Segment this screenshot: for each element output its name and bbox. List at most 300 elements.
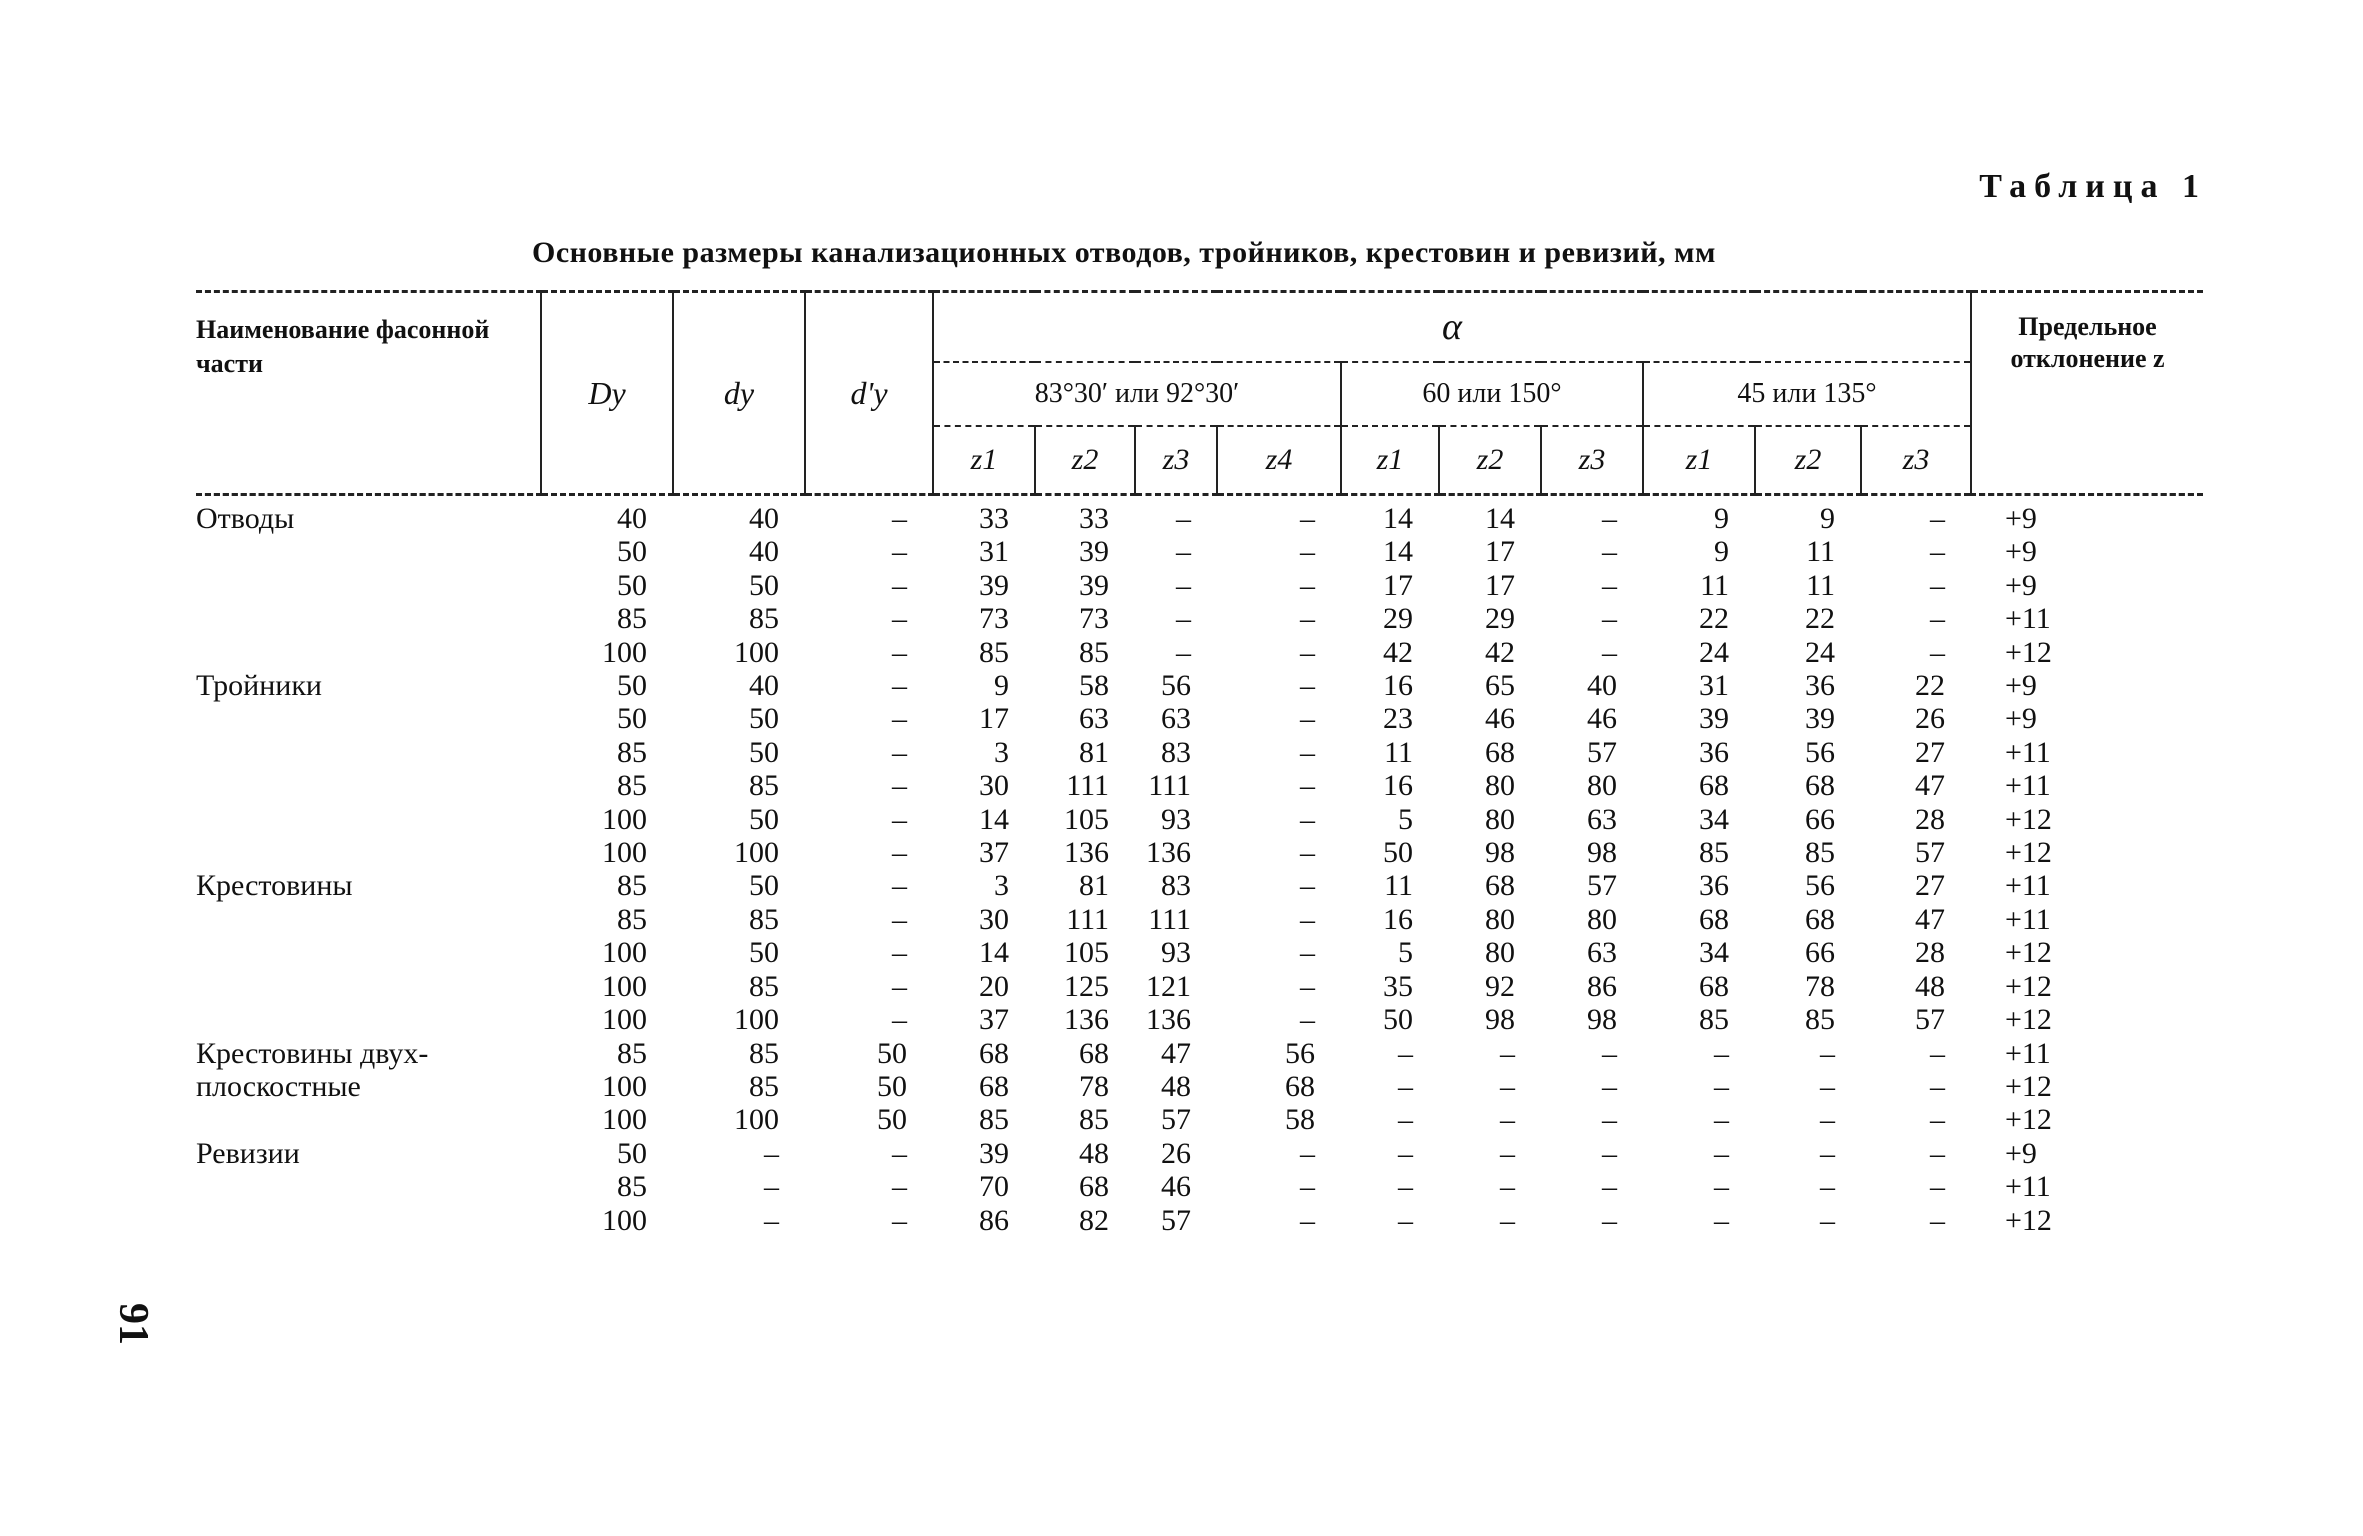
- value-cell: –: [1300, 869, 1315, 903]
- value-cell: –: [1300, 1003, 1315, 1037]
- table-label: Таблица 1: [1979, 168, 2207, 205]
- table-row: [196, 1170, 2203, 1203]
- row-name: [196, 803, 541, 836]
- value-cell: 65: [1485, 669, 1515, 703]
- table-row: [196, 495, 2203, 536]
- value-cell: –: [1300, 735, 1315, 769]
- value-cell: 68: [1285, 1069, 1315, 1103]
- value-cell: –: [1602, 635, 1617, 669]
- table-row: [196, 803, 2203, 836]
- value-cell: 80: [1485, 902, 1515, 936]
- value-cell: 66: [1805, 802, 1835, 836]
- value-cell: 68: [1079, 1170, 1109, 1204]
- value-cell: 14: [1485, 502, 1515, 535]
- value-cell: –: [1714, 1069, 1729, 1103]
- value-cell: 36: [1699, 869, 1729, 903]
- value-cell: –: [1930, 635, 1945, 669]
- value-cell: 68: [979, 1036, 1009, 1070]
- value-cell: –: [1602, 502, 1617, 535]
- value-cell: 5: [1398, 936, 1413, 970]
- value-cell: 27: [1915, 735, 1945, 769]
- value-cell: –: [1176, 502, 1191, 535]
- value-cell: –: [892, 568, 907, 602]
- value-cell: –: [1820, 1136, 1835, 1170]
- value-cell: 121: [1146, 969, 1191, 1003]
- header-angle-83: 83°30′ или 92°30′: [933, 362, 1341, 426]
- row-name: [196, 936, 541, 969]
- value-cell: –: [1714, 1103, 1729, 1137]
- value-cell: –: [1930, 1170, 1945, 1204]
- value-cell: 11: [1384, 869, 1413, 903]
- value-cell: 42: [1485, 635, 1515, 669]
- value-cell: 85: [749, 769, 779, 803]
- value-cell: 40: [749, 535, 779, 569]
- deviation-cell: +11: [2005, 1036, 2051, 1070]
- deviation-cell: +11: [2005, 869, 2051, 903]
- value-cell: –: [1602, 1203, 1617, 1237]
- value-cell: 78: [1805, 969, 1835, 1003]
- value-cell: 85: [617, 1036, 647, 1070]
- header-z3: z3: [1861, 426, 1971, 495]
- value-cell: 83: [1161, 735, 1191, 769]
- row-name: [196, 636, 541, 669]
- value-cell: 9: [1714, 535, 1729, 569]
- value-cell: 70: [979, 1170, 1009, 1204]
- header-name: Наименование фасонной части: [196, 292, 541, 495]
- value-cell: –: [1300, 1203, 1315, 1237]
- value-cell: 80: [1485, 769, 1515, 803]
- value-cell: 40: [617, 502, 647, 535]
- value-cell: –: [1398, 1036, 1413, 1070]
- deviation-cell: +12: [2005, 969, 2052, 1003]
- value-cell: –: [1820, 1170, 1835, 1204]
- value-cell: –: [1300, 502, 1315, 535]
- value-cell: 9: [994, 669, 1009, 703]
- value-cell: 48: [1161, 1069, 1191, 1103]
- row-name: [196, 702, 541, 735]
- value-cell: 68: [1699, 969, 1729, 1003]
- row-name: [196, 1103, 541, 1136]
- value-cell: 16: [1383, 902, 1413, 936]
- value-cell: –: [1398, 1136, 1413, 1170]
- value-cell: 46: [1587, 702, 1617, 736]
- value-cell: 34: [1699, 936, 1729, 970]
- value-cell: 58: [1285, 1103, 1315, 1137]
- value-cell: –: [1176, 602, 1191, 636]
- value-cell: 57: [1161, 1203, 1191, 1237]
- table-row: [196, 702, 2203, 735]
- value-cell: 16: [1383, 669, 1413, 703]
- value-cell: 34: [1699, 802, 1729, 836]
- value-cell: 39: [1699, 702, 1729, 736]
- value-cell: 56: [1805, 735, 1835, 769]
- value-cell: 100: [602, 635, 647, 669]
- value-cell: 100: [602, 936, 647, 970]
- page-number: 91: [110, 1303, 156, 1345]
- value-cell: 23: [1383, 702, 1413, 736]
- value-cell: 26: [1161, 1136, 1191, 1170]
- value-cell: 85: [617, 1170, 647, 1204]
- value-cell: 36: [1805, 669, 1835, 703]
- value-cell: 111: [1066, 902, 1109, 936]
- value-cell: 85: [617, 902, 647, 936]
- deviation-cell: +11: [2005, 902, 2051, 936]
- value-cell: –: [1398, 1170, 1413, 1204]
- value-cell: 83: [1161, 869, 1191, 903]
- value-cell: 57: [1587, 735, 1617, 769]
- table-row: [196, 736, 2203, 769]
- value-cell: –: [892, 869, 907, 903]
- table-row: [196, 903, 2203, 936]
- value-cell: 57: [1161, 1103, 1191, 1137]
- value-cell: 63: [1587, 802, 1617, 836]
- value-cell: 58: [1079, 669, 1109, 703]
- value-cell: –: [1930, 535, 1945, 569]
- value-cell: –: [1714, 1036, 1729, 1070]
- value-cell: –: [892, 769, 907, 803]
- value-cell: –: [1300, 769, 1315, 803]
- value-cell: –: [1300, 936, 1315, 970]
- value-cell: 50: [749, 869, 779, 903]
- value-cell: –: [1930, 568, 1945, 602]
- value-cell: –: [892, 735, 907, 769]
- table-row: [196, 669, 2203, 702]
- header-ay-prime: d'у: [805, 292, 933, 495]
- deviation-cell: +12: [2005, 1203, 2052, 1237]
- value-cell: 9: [1714, 502, 1729, 535]
- value-cell: 22: [1699, 602, 1729, 636]
- table-title: Основные размеры канализационных отводов, тройников, крестовин и ревизий, мм: [532, 236, 1716, 269]
- value-cell: 85: [749, 969, 779, 1003]
- value-cell: 36: [1699, 735, 1729, 769]
- value-cell: –: [1602, 1103, 1617, 1137]
- value-cell: 100: [602, 802, 647, 836]
- value-cell: 57: [1915, 836, 1945, 870]
- header-z1: z1: [1643, 426, 1755, 495]
- value-cell: 85: [617, 769, 647, 803]
- value-cell: –: [764, 1136, 779, 1170]
- value-cell: 66: [1805, 936, 1835, 970]
- value-cell: 28: [1915, 936, 1945, 970]
- value-cell: 82: [1079, 1203, 1109, 1237]
- value-cell: 50: [617, 669, 647, 703]
- value-cell: 14: [1383, 502, 1413, 535]
- value-cell: 68: [1699, 769, 1729, 803]
- header-angle-45: 45 или 135°: [1643, 362, 1971, 426]
- deviation-cell: +9: [2005, 1136, 2037, 1170]
- value-cell: 100: [602, 1003, 647, 1037]
- row-name: [196, 1170, 541, 1203]
- value-cell: 56: [1285, 1036, 1315, 1070]
- value-cell: –: [1820, 1069, 1835, 1103]
- value-cell: 17: [1383, 568, 1413, 602]
- value-cell: 100: [734, 836, 779, 870]
- value-cell: –: [1176, 635, 1191, 669]
- value-cell: 85: [1805, 836, 1835, 870]
- deviation-cell: +12: [2005, 1069, 2052, 1103]
- header-z4: z4: [1217, 426, 1341, 495]
- value-cell: –: [1176, 568, 1191, 602]
- deviation-cell: +9: [2005, 502, 2037, 535]
- value-cell: 26: [1915, 702, 1945, 736]
- value-cell: –: [1602, 1036, 1617, 1070]
- value-cell: 85: [617, 735, 647, 769]
- value-cell: –: [1602, 535, 1617, 569]
- value-cell: –: [1500, 1103, 1515, 1137]
- value-cell: 35: [1383, 969, 1413, 1003]
- value-cell: 24: [1699, 635, 1729, 669]
- dimensions-table: [196, 290, 2203, 1237]
- value-cell: 11: [1384, 735, 1413, 769]
- value-cell: 37: [979, 836, 1009, 870]
- value-cell: –: [1300, 969, 1315, 1003]
- value-cell: –: [892, 1003, 907, 1037]
- value-cell: 92: [1485, 969, 1515, 1003]
- deviation-cell: +9: [2005, 568, 2037, 602]
- value-cell: –: [1930, 1203, 1945, 1237]
- header-deviation: Предельное отклонение z: [1971, 292, 2203, 495]
- value-cell: –: [1398, 1103, 1413, 1137]
- deviation-cell: +12: [2005, 802, 2052, 836]
- table-header: [196, 292, 2203, 495]
- value-cell: 85: [1079, 635, 1109, 669]
- header-z3: z3: [1541, 426, 1643, 495]
- value-cell: –: [1500, 1136, 1515, 1170]
- value-cell: 105: [1064, 936, 1109, 970]
- value-cell: 81: [1079, 869, 1109, 903]
- value-cell: 73: [1079, 602, 1109, 636]
- value-cell: –: [1602, 602, 1617, 636]
- value-cell: 40: [1587, 669, 1617, 703]
- value-cell: –: [892, 1136, 907, 1170]
- value-cell: 57: [1915, 1003, 1945, 1037]
- value-cell: –: [1300, 1136, 1315, 1170]
- value-cell: 86: [1587, 969, 1617, 1003]
- header-ay: dу: [673, 292, 805, 495]
- value-cell: 14: [1383, 535, 1413, 569]
- row-name: Тройники: [196, 669, 322, 703]
- value-cell: 39: [979, 1136, 1009, 1170]
- value-cell: 80: [1587, 769, 1617, 803]
- value-cell: –: [1820, 1103, 1835, 1137]
- value-cell: –: [892, 535, 907, 569]
- deviation-cell: +11: [2005, 735, 2051, 769]
- value-cell: –: [1820, 1036, 1835, 1070]
- deviation-cell: +12: [2005, 635, 2052, 669]
- value-cell: 33: [979, 502, 1009, 535]
- value-cell: 98: [1485, 836, 1515, 870]
- value-cell: –: [1300, 836, 1315, 870]
- value-cell: 40: [749, 502, 779, 535]
- table-row: [196, 1103, 2203, 1136]
- value-cell: 47: [1915, 902, 1945, 936]
- value-cell: –: [1930, 1069, 1945, 1103]
- table-row: [196, 970, 2203, 1003]
- value-cell: –: [892, 502, 907, 535]
- value-cell: 3: [994, 735, 1009, 769]
- value-cell: 111: [1148, 902, 1191, 936]
- value-cell: 100: [734, 1103, 779, 1137]
- value-cell: –: [1930, 1136, 1945, 1170]
- value-cell: –: [1930, 1103, 1945, 1137]
- value-cell: 50: [1383, 1003, 1413, 1037]
- value-cell: –: [1714, 1136, 1729, 1170]
- value-cell: 50: [877, 1036, 907, 1070]
- row-name: [196, 535, 541, 568]
- row-name: Отводы: [196, 502, 295, 535]
- value-cell: 85: [617, 869, 647, 903]
- value-cell: 111: [1066, 769, 1109, 803]
- table-row: [196, 1003, 2203, 1036]
- deviation-cell: +11: [2005, 602, 2051, 636]
- value-cell: –: [764, 1203, 779, 1237]
- value-cell: –: [1500, 1170, 1515, 1204]
- value-cell: 85: [979, 1103, 1009, 1137]
- value-cell: –: [1300, 802, 1315, 836]
- value-cell: –: [1300, 635, 1315, 669]
- value-cell: 50: [749, 702, 779, 736]
- value-cell: 30: [979, 769, 1009, 803]
- value-cell: 39: [1805, 702, 1835, 736]
- value-cell: 56: [1161, 669, 1191, 703]
- value-cell: 30: [979, 902, 1009, 936]
- value-cell: –: [1398, 1203, 1413, 1237]
- value-cell: 100: [602, 1069, 647, 1103]
- value-cell: –: [892, 902, 907, 936]
- value-cell: 48: [1915, 969, 1945, 1003]
- value-cell: –: [892, 969, 907, 1003]
- value-cell: 16: [1383, 769, 1413, 803]
- value-cell: –: [1602, 1069, 1617, 1103]
- value-cell: 17: [979, 702, 1009, 736]
- value-cell: 11: [1806, 535, 1835, 569]
- value-cell: 50: [877, 1069, 907, 1103]
- deviation-cell: +11: [2005, 769, 2051, 803]
- value-cell: 14: [979, 802, 1009, 836]
- value-cell: 100: [602, 969, 647, 1003]
- value-cell: –: [1820, 1203, 1835, 1237]
- value-cell: 68: [1079, 1036, 1109, 1070]
- table-row: [196, 836, 2203, 869]
- value-cell: 31: [979, 535, 1009, 569]
- value-cell: 63: [1587, 936, 1617, 970]
- value-cell: 28: [1915, 802, 1945, 836]
- value-cell: –: [1602, 1170, 1617, 1204]
- value-cell: –: [1300, 902, 1315, 936]
- value-cell: 22: [1915, 669, 1945, 703]
- row-name: [196, 836, 541, 869]
- value-cell: –: [1930, 1036, 1945, 1070]
- value-cell: 85: [1805, 1003, 1835, 1037]
- row-name: [196, 903, 541, 936]
- value-cell: 50: [749, 936, 779, 970]
- table-row: [196, 869, 2203, 902]
- value-cell: –: [892, 635, 907, 669]
- table-row: [196, 636, 2203, 669]
- header-z1: z1: [933, 426, 1035, 495]
- value-cell: 46: [1485, 702, 1515, 736]
- row-name: Крестовины двух-: [196, 1036, 429, 1070]
- table-body: [196, 495, 2203, 1237]
- value-cell: –: [1300, 702, 1315, 736]
- table-row: [196, 535, 2203, 568]
- table-row: [196, 1070, 2203, 1103]
- header-z2: z2: [1755, 426, 1861, 495]
- value-cell: 11: [1700, 568, 1729, 602]
- value-cell: 9: [1820, 502, 1835, 535]
- value-cell: 3: [994, 869, 1009, 903]
- value-cell: 50: [617, 568, 647, 602]
- value-cell: –: [1300, 568, 1315, 602]
- table-row: [196, 769, 2203, 802]
- value-cell: 136: [1064, 836, 1109, 870]
- value-cell: –: [1300, 669, 1315, 703]
- deviation-cell: +12: [2005, 936, 2052, 970]
- value-cell: 68: [1485, 869, 1515, 903]
- value-cell: 98: [1587, 1003, 1617, 1037]
- row-name: плоскостные: [196, 1069, 361, 1103]
- value-cell: –: [1500, 1203, 1515, 1237]
- value-cell: 93: [1161, 936, 1191, 970]
- value-cell: 50: [617, 702, 647, 736]
- value-cell: –: [1398, 1069, 1413, 1103]
- value-cell: –: [1300, 1170, 1315, 1204]
- value-cell: 100: [734, 635, 779, 669]
- header-dy: Dу: [541, 292, 673, 495]
- value-cell: 85: [1079, 1103, 1109, 1137]
- row-name: [196, 970, 541, 1003]
- value-cell: 50: [749, 568, 779, 602]
- value-cell: 85: [749, 1036, 779, 1070]
- value-cell: 50: [1383, 836, 1413, 870]
- value-cell: 40: [749, 669, 779, 703]
- value-cell: 27: [1915, 869, 1945, 903]
- value-cell: 22: [1805, 602, 1835, 636]
- value-cell: 136: [1146, 836, 1191, 870]
- value-cell: –: [1500, 1036, 1515, 1070]
- value-cell: 80: [1485, 802, 1515, 836]
- value-cell: –: [1176, 535, 1191, 569]
- value-cell: 85: [617, 602, 647, 636]
- value-cell: 37: [979, 1003, 1009, 1037]
- value-cell: 42: [1383, 635, 1413, 669]
- value-cell: 11: [1806, 568, 1835, 602]
- value-cell: –: [1930, 602, 1945, 636]
- value-cell: 57: [1587, 869, 1617, 903]
- header-angle-60: 60 или 150°: [1341, 362, 1643, 426]
- header-z2: z2: [1035, 426, 1135, 495]
- value-cell: –: [892, 936, 907, 970]
- value-cell: –: [892, 836, 907, 870]
- row-name: [196, 1003, 541, 1036]
- table-row: [196, 1137, 2203, 1170]
- value-cell: 98: [1587, 836, 1617, 870]
- table-row: [196, 936, 2203, 969]
- value-cell: 29: [1383, 602, 1413, 636]
- row-name: Крестовины: [196, 869, 353, 903]
- row-name: [196, 1204, 541, 1237]
- value-cell: 47: [1161, 1036, 1191, 1070]
- value-cell: 63: [1161, 702, 1191, 736]
- deviation-cell: +9: [2005, 702, 2037, 736]
- header-alpha: α: [933, 292, 1971, 363]
- value-cell: –: [892, 669, 907, 703]
- value-cell: 85: [979, 635, 1009, 669]
- value-cell: 98: [1485, 1003, 1515, 1037]
- value-cell: 31: [1699, 669, 1729, 703]
- value-cell: 47: [1915, 769, 1945, 803]
- value-cell: –: [892, 1203, 907, 1237]
